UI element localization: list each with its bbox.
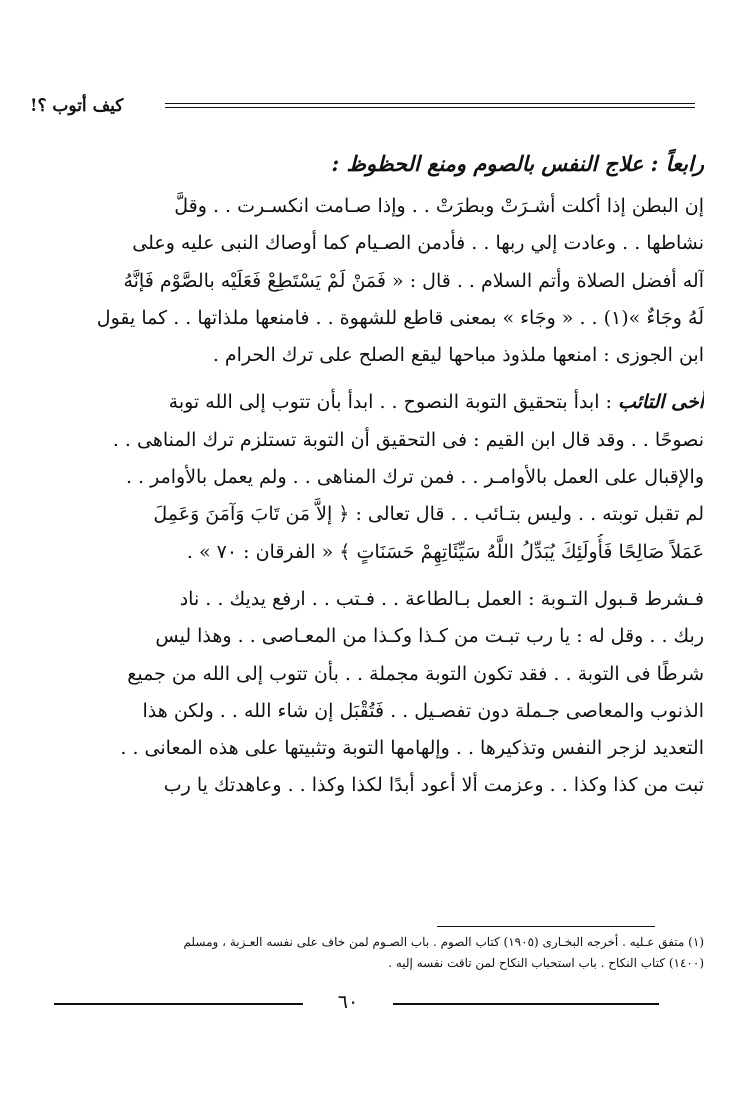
paragraph-gap [44,374,704,384]
footer-rule-left [54,1003,303,1005]
text-line: نشاطها . . وعادت إلي ربها . . فأدمن الصـيام كما أوصاك النبى عليه وعلى [132,232,704,255]
header-rule-bottom [165,107,695,108]
section-heading: رابعاً : علاج النفس بالصوم ومنع الحظوظ : [331,151,704,176]
running-header [30,96,695,120]
text-line: لم تقبل توبته . . وليس بتـائب . . قال تعالى : ﴿ إلاَّ مَن تَابَ وَآمَنَ وَعَمِلَ [153,503,704,526]
page-number: ٦٠ [337,991,359,1013]
lead-rest: : ابدأ بتحقيق التوبة النصوح . . ابدأ بأن تتوب إلى الله توبة [168,391,618,414]
paragraph-repentance [44,384,704,570]
text-line: فـشرط قـبول التـوبة : العمل بـالطاعة . . فـتب . . ارفع يديك . . ناد [179,587,704,610]
text-line: عَمَلاً صَالِحًا فَأُولَئِكَ يُبَدِّلُ اللَّهُ سَيِّئَاتِهِمْ حَسَنَاتٍ ﴾ « الفرقان : ٧٠ » . [186,540,704,563]
text-line: شرطًا فى التوبة . . فقد تكون التوبة مجملة . . بأن تتوب إلى الله من جميع [127,662,704,685]
text-line-first [44,384,704,421]
text-line: ابن الجوزى : امنعها ملذوذ مباحها ليقع الصلح على ترك الحرام . [212,344,704,367]
text-line: آله أفضل الصلاة وأتم السلام . . قال : « فَمَنْ لَمْ يَسْتَطِعْ فَعَلَيْه بالصَّوْم فَإنَّهُ [123,269,704,292]
footnote-line: (١٤٠٠) كتاب النكاح . باب استحباب النكاح لمن تاقت نفسه إليه . [388,956,704,970]
text-line: التعديد لزجر النفس وتذكيرها . . وإلهامها التوبة وتثبيتها على هذه المعانى . . [120,737,704,760]
footer-rule-right [393,1003,659,1005]
footnotes [44,932,704,974]
text-line: ربك . . وقل له : يا رب تبـت من كـذا وكـذا من المعـاصى . . وهذا ليس [155,625,704,648]
paragraph-condition [44,581,704,805]
header-rule-top [165,103,695,104]
text-line: والإقبال على العمل بالأوامـر . . فمن ترك المناهى . . ولم يعمل بالأوامر . . [125,466,704,489]
body-text [44,140,704,805]
footnote-separator [437,926,655,927]
paragraph-gap [44,571,704,581]
header-title: كيف أتوب ؟! [30,96,124,116]
text-line: لَهُ وجَاءٌ »(١) . . « وجَاء » بمعنى قاطع للشهوة . . فامنعها ملذاتها . . كما يقول [96,306,704,329]
text-line: نصوحًا . . وقد قال ابن القيم : فى التحقيق أن التوبة تستلزم ترك المناهى . . [112,428,704,451]
footnote-line: (١) متفق عـليه . أخرجه البخـارى (١٩٠٥) كتاب الصوم . باب الصـوم لمن خاف على نفسه العـزبة ، ومسلم [183,935,704,949]
text-line: الذنوب والمعاصى جـملة دون تفصـيل . . فَتُقْبَل إن شاء الله . . ولكن هذا [142,699,704,722]
text-line: تبت من كذا وكذا . . وعزمت ألا أعود أبدًا لكذا وكذا . . وعاهدتك يا رب [163,774,704,797]
text-line: إن البطن إذا أكلت أشـرَتْ وبطرَتْ . . وإذا صـامت انكسـرت . . وقلَّ [174,195,704,217]
paragraph-fasting [44,188,704,374]
lead-word: أخى التائب [617,391,704,414]
